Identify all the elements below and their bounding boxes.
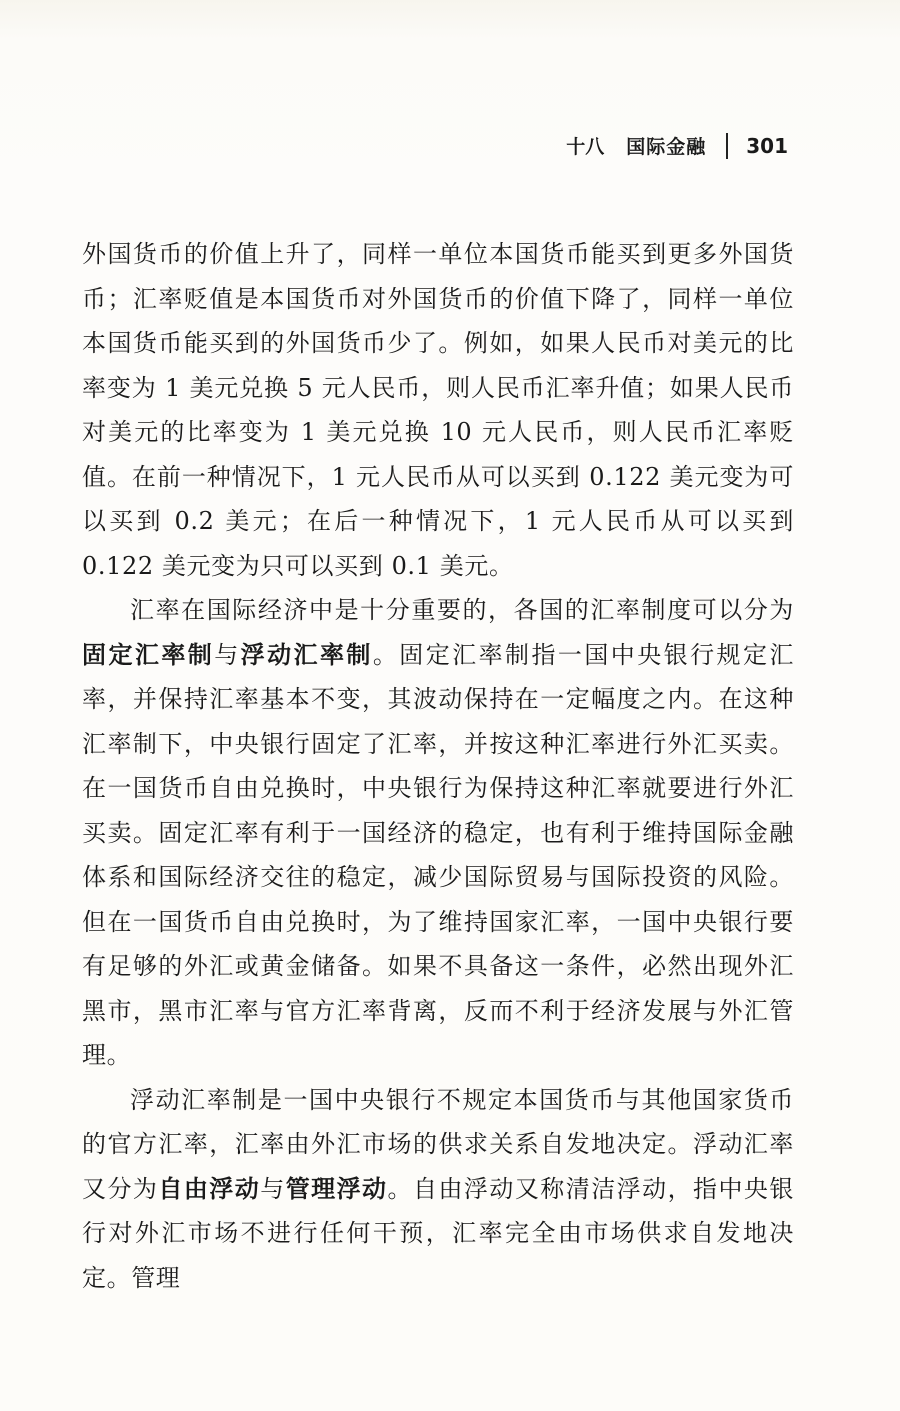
paragraph-2-text-b: 与 xyxy=(214,640,241,669)
paragraph-3-text-c: 。自由浮动又称清洁浮动，指中央银行对外汇市场不进行任何干预，汇率完全由市场供求自发地决定。管理 xyxy=(82,1174,794,1292)
paragraph-3-text-b: 与 xyxy=(260,1174,286,1203)
paragraph-2-text-a: 汇率在国际经济中是十分重要的，各国的汇率制度可以分为 xyxy=(130,596,794,624)
page-number: 301 xyxy=(746,133,788,158)
body-text xyxy=(82,232,794,1300)
chapter-title: 国际金融 xyxy=(626,136,707,158)
term-fixed-rate: 固定汇率制 xyxy=(82,640,215,669)
paragraph-1 xyxy=(82,232,794,588)
term-floating-rate: 浮动汇率制 xyxy=(240,640,373,669)
paragraph-2-text-c: 。固定汇率制指一国中央银行规定汇率，并保持汇率基本不变，其波动保持在一定幅度之内。在这种汇率制下，中央银行固定了汇率，并按这种汇率进行外汇买卖。在一国货币自由兑换时，中央银行为保持这种汇率就要进行外汇买卖。固定汇率有利于一国经济的稳定，也有利于维持国际金融体系和国际经济交往的稳定，减少国际贸易与国际投资的风险。但在一国货币自由兑换时，为了维持国家汇率，一国中央银行要有足够的外汇或黄金储备。如果不具备这一条件，必然出现外汇黑市，黑市汇率与官方汇率背离，反而不利于经济发展与外汇管理。 xyxy=(82,640,795,1069)
paragraph-1-text: 外国货币的价值上升了，同样一单位本国货币能买到更多外国货币；汇率贬值是本国货币对外国货币的价值下降了，同样一单位本国货币能买到的外国货币少了。例如，如果人民币对美元的比率变为 1 美元兑换 5 元人民币，则人民币汇率升值；如果人民币对美元的比率变为 1 美元兑换 10 元人民币，则人民币汇率贬值。在前一种情况下，1 元人民币从可以买到 0.122 美元变为可以买到 0.2 美元；在后一种情况下，1 元人民币从可以买到0.122 美元变为只可以买到 0.1 美元。 xyxy=(82,240,794,580)
term-managed-float: 管理浮动 xyxy=(285,1174,388,1203)
paragraph-3-text-a: 浮动汇率制是一国中央银行不规定本国货币与其他国家货币的官方汇率，汇率由外汇市场的供求关系自发地决定。浮动汇率又分为 xyxy=(82,1085,794,1203)
paragraph-3 xyxy=(82,1078,794,1301)
paragraph-2 xyxy=(82,588,794,1078)
term-free-float: 自由浮动 xyxy=(158,1174,261,1203)
chapter-number: 十八 xyxy=(566,136,605,158)
running-header xyxy=(566,132,788,159)
header-divider xyxy=(726,133,728,159)
